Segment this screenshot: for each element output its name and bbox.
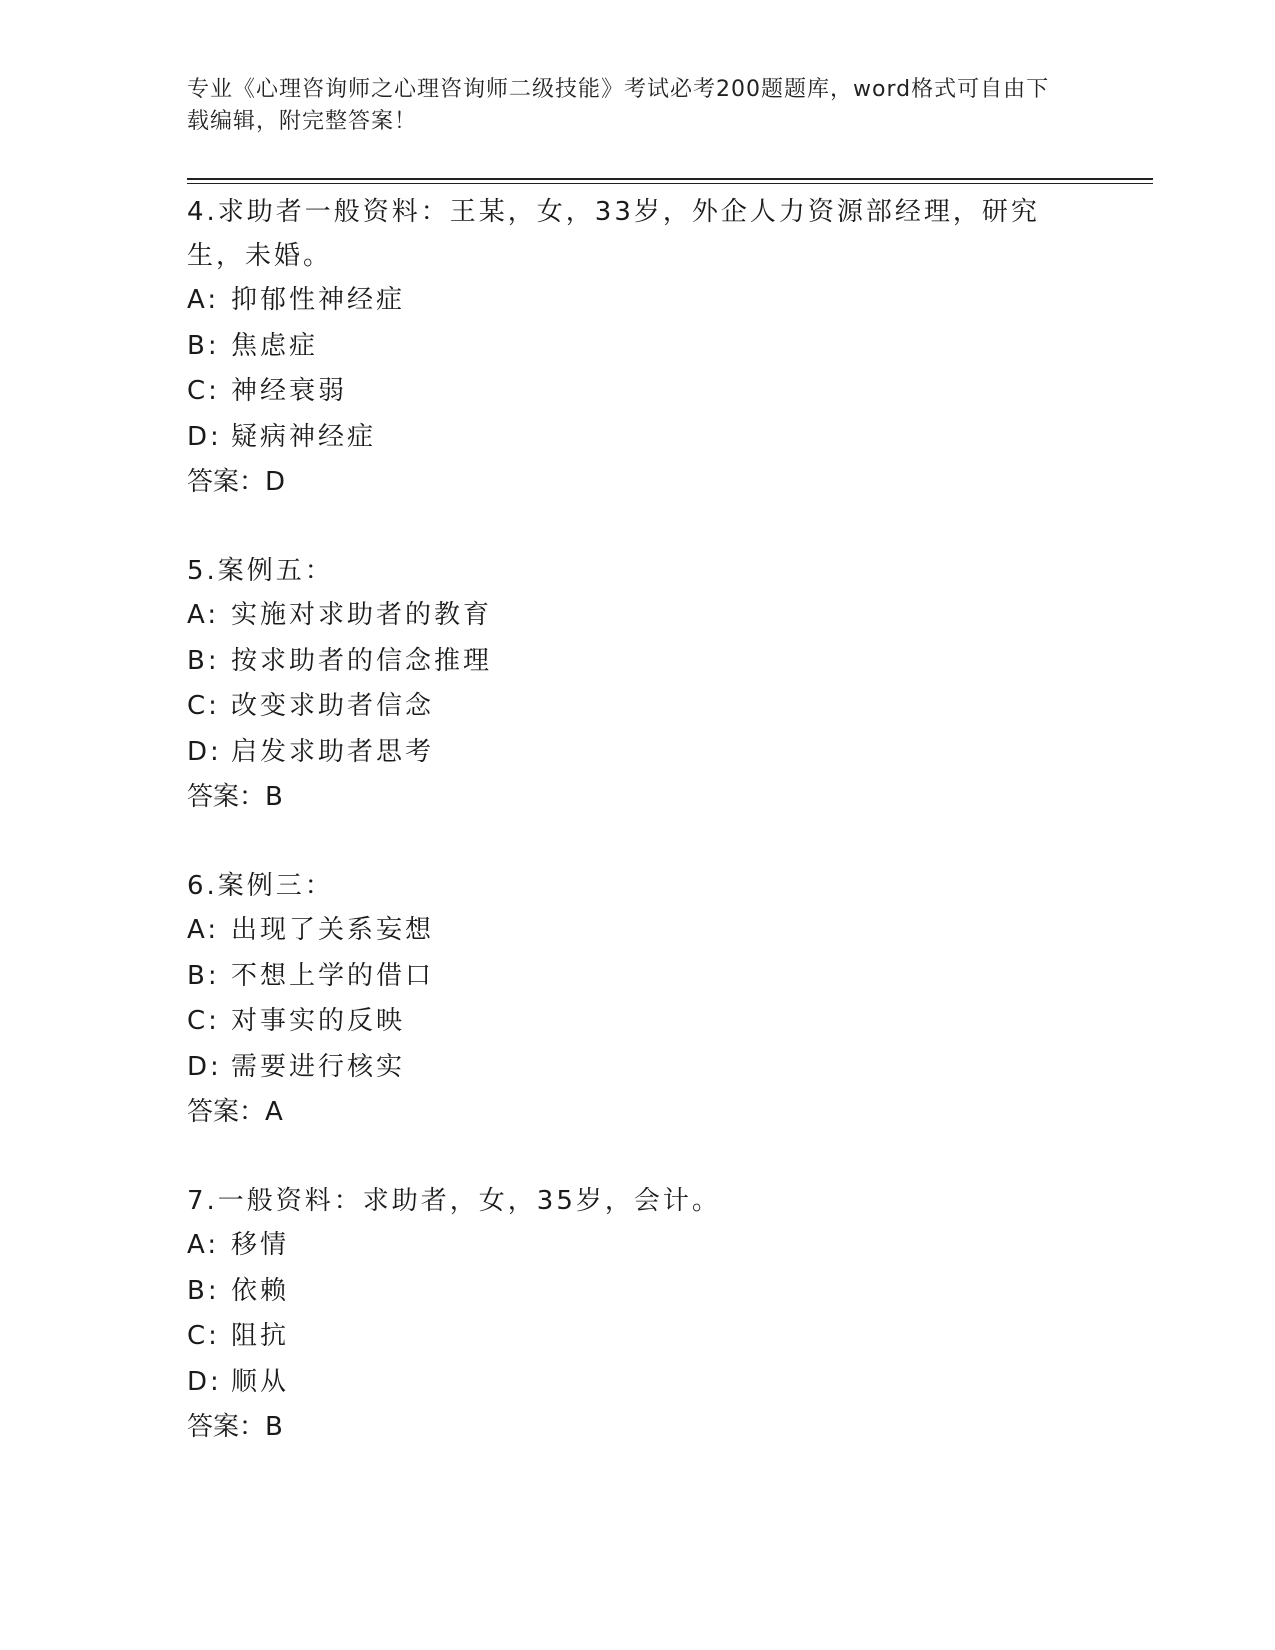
option-text: 出现了关系妄想 bbox=[231, 915, 435, 945]
header-divider-thick bbox=[187, 178, 1153, 180]
option-letter: D: bbox=[187, 421, 222, 452]
question-stem: 6.案例三： bbox=[187, 871, 334, 901]
option-text: 阻抗 bbox=[231, 1321, 290, 1351]
option-text: 实施对求助者的教育 bbox=[231, 600, 493, 630]
option-text: 启发求助者思考 bbox=[231, 736, 435, 767]
question-5 bbox=[187, 549, 1087, 820]
option-a bbox=[187, 278, 1087, 324]
option-letter: B: bbox=[187, 330, 220, 361]
option-text: 需要进行核实 bbox=[231, 1051, 406, 1082]
option-b bbox=[187, 324, 1087, 370]
option-letter: C: bbox=[187, 1321, 220, 1351]
question-6 bbox=[187, 864, 1087, 1135]
option-letter: A: bbox=[187, 1230, 220, 1260]
answer-line: 答案：B bbox=[187, 1412, 283, 1442]
option-b bbox=[187, 639, 1087, 685]
option-c bbox=[187, 369, 1087, 415]
answer-line: 答案：D bbox=[187, 467, 286, 497]
option-d bbox=[187, 415, 1087, 461]
option-text: 顺从 bbox=[231, 1366, 290, 1397]
option-text: 按求助者的信念推理 bbox=[231, 645, 493, 676]
question-spacer bbox=[187, 1135, 1087, 1179]
option-text: 疑病神经症 bbox=[231, 421, 377, 452]
option-d bbox=[187, 730, 1087, 776]
option-letter: A: bbox=[187, 915, 220, 945]
option-text: 抑郁性神经症 bbox=[231, 285, 406, 315]
option-text: 改变求助者信念 bbox=[231, 691, 435, 721]
question-stem: 4.求助者一般资料：王某，女，33岁，外企人力资源部经理，研究生，未婚。 bbox=[187, 197, 1040, 271]
option-text: 对事实的反映 bbox=[231, 1006, 406, 1036]
option-b bbox=[187, 1269, 1087, 1315]
option-text: 不想上学的借口 bbox=[231, 960, 435, 991]
option-a bbox=[187, 593, 1087, 639]
option-a bbox=[187, 1223, 1087, 1269]
question-list bbox=[187, 190, 1087, 1450]
document-header: 专业《心理咨询师之心理咨询师二级技能》考试必考200题题库，word格式可自由下载编辑，附完整答案！ bbox=[187, 77, 1050, 134]
answer-line: 答案：A bbox=[187, 1097, 283, 1127]
option-letter: C: bbox=[187, 1006, 220, 1036]
option-text: 焦虑症 bbox=[231, 330, 319, 361]
option-text: 移情 bbox=[231, 1230, 290, 1260]
option-text: 神经衰弱 bbox=[231, 376, 348, 406]
option-letter: D: bbox=[187, 1366, 222, 1397]
option-c bbox=[187, 999, 1087, 1045]
question-4 bbox=[187, 190, 1087, 505]
option-c bbox=[187, 684, 1087, 730]
option-letter: A: bbox=[187, 600, 220, 630]
question-7 bbox=[187, 1179, 1087, 1450]
option-letter: D: bbox=[187, 1051, 222, 1082]
question-spacer bbox=[187, 820, 1087, 864]
option-letter: B: bbox=[187, 960, 220, 991]
option-letter: C: bbox=[187, 376, 220, 406]
question-spacer bbox=[187, 505, 1087, 549]
option-letter: A: bbox=[187, 285, 220, 315]
option-d bbox=[187, 1045, 1087, 1091]
header-divider-thin bbox=[187, 183, 1153, 184]
option-letter: B: bbox=[187, 1275, 220, 1306]
answer-line: 答案：B bbox=[187, 782, 283, 812]
option-text: 依赖 bbox=[231, 1275, 290, 1306]
question-stem: 5.案例五： bbox=[187, 556, 334, 586]
question-stem: 7.一般资料：求助者，女，35岁，会计。 bbox=[187, 1186, 721, 1216]
option-b bbox=[187, 954, 1087, 1000]
option-a bbox=[187, 908, 1087, 954]
option-letter: B: bbox=[187, 645, 220, 676]
option-letter: C: bbox=[187, 691, 220, 721]
option-d bbox=[187, 1360, 1087, 1406]
option-letter: D: bbox=[187, 736, 222, 767]
option-c bbox=[187, 1314, 1087, 1360]
